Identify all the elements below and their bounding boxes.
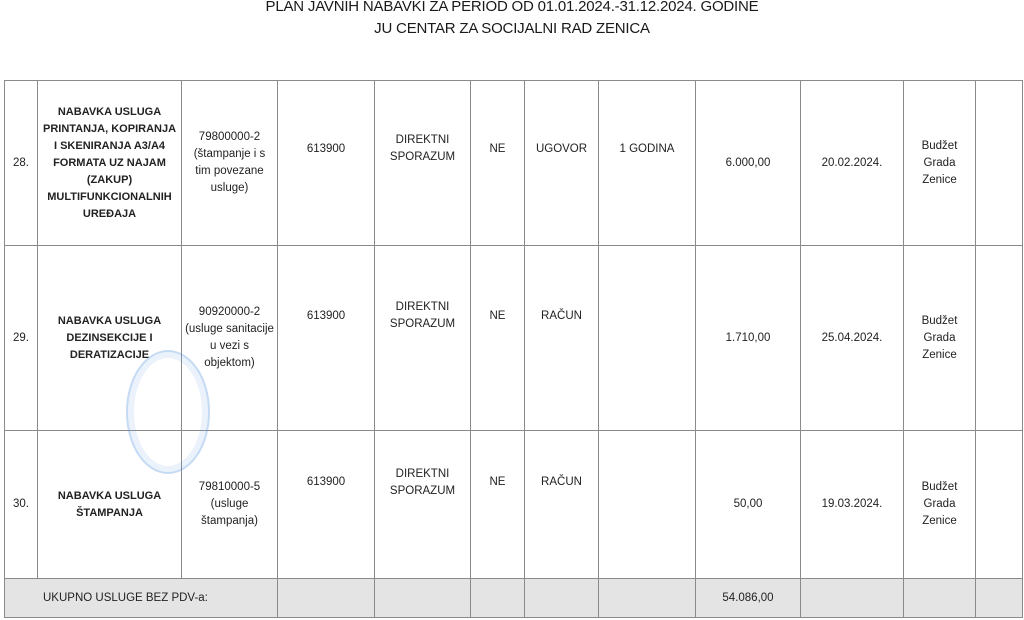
empty-cell <box>471 579 525 618</box>
account-code-cell <box>278 246 375 431</box>
row-number-cell <box>5 81 38 246</box>
date-cell <box>801 246 904 431</box>
empty-cell <box>976 431 1023 579</box>
total-amount: 54.086,00 <box>696 579 801 618</box>
empty-cell <box>599 579 696 618</box>
funding-source-cell <box>904 431 976 579</box>
empty-cell <box>525 579 599 618</box>
document-subtitle: JU CENTAR ZA SOCIJALNI RAD ZENICA <box>374 20 650 37</box>
funding-source: Budžet Grada Zenice <box>921 481 958 527</box>
total-label: UKUPNO USLUGE BEZ PDV-a: <box>5 579 278 618</box>
empty-cell <box>375 579 471 618</box>
description: NABAVKA USLUGA DEZINSEKCIJE I DERATIZACIJE <box>57 314 162 361</box>
amount: 6.000,00 <box>725 156 771 169</box>
procedure-type: DIREKTNI SPORAZUM <box>389 301 456 330</box>
funding-source: Budžet Grada Zenice <box>921 139 958 186</box>
contract-type-cell <box>525 431 599 579</box>
contract-type: UGOVOR <box>535 142 588 155</box>
procedure-type: DIREKTNI SPORAZUM <box>389 467 456 497</box>
procurement-table <box>4 80 1023 618</box>
flag: NE <box>489 309 506 322</box>
funding-source-cell <box>904 81 976 246</box>
empty-cell <box>976 579 1023 618</box>
procedure-type-cell <box>375 246 471 431</box>
contract-type-cell <box>525 81 599 246</box>
funding-source: Budžet Grada Zenice <box>921 314 958 361</box>
contract-type: RAČUN <box>541 309 582 322</box>
duration-cell <box>599 81 696 246</box>
row-number: 28. <box>13 156 29 169</box>
empty-cell <box>976 81 1023 246</box>
contract-type-cell <box>525 246 599 431</box>
flag: NE <box>489 476 506 488</box>
date: 19.03.2024. <box>821 498 883 510</box>
funding-source-cell <box>904 246 976 431</box>
description-cell <box>38 81 182 246</box>
date: 25.04.2024. <box>821 331 883 344</box>
procedure-type-cell <box>375 81 471 246</box>
date-cell <box>801 81 904 246</box>
row-number-cell <box>5 431 38 579</box>
date-cell <box>801 431 904 579</box>
cpv-code-cell <box>182 81 278 246</box>
cpv-code: 90920000-2 (usluge sanitacije u vezi s objektom) <box>185 306 274 369</box>
flag-cell <box>471 246 525 431</box>
amount-cell <box>696 431 801 579</box>
row-number: 30. <box>13 498 29 510</box>
procedure-type-cell <box>375 431 471 579</box>
amount: 1.710,00 <box>725 331 771 344</box>
flag-cell <box>471 431 525 579</box>
document-title: PLAN JAVNIH NABAVKI ZA PERIOD OD 01.01.2024.-31.12.2024. GODINE <box>265 0 759 15</box>
empty-cell <box>976 246 1023 431</box>
amount-cell <box>696 246 801 431</box>
empty-cell <box>278 579 375 618</box>
account-code: 613900 <box>306 309 346 322</box>
flag-cell <box>471 81 525 246</box>
account-code-cell <box>278 431 375 579</box>
row-number: 29. <box>13 331 29 344</box>
description: NABAVKA USLUGA ŠTAMPANJA <box>57 489 162 519</box>
empty-cell <box>904 579 976 618</box>
flag: NE <box>489 142 506 155</box>
date: 20.02.2024. <box>821 156 883 169</box>
amount: 50,00 <box>733 498 763 510</box>
contract-type: RAČUN <box>541 476 582 488</box>
empty-cell <box>801 579 904 618</box>
total-row <box>5 579 1023 618</box>
duration-cell <box>599 246 696 431</box>
account-code: 613900 <box>306 476 346 488</box>
description: NABAVKA USLUGA PRINTANJA, KOPIRANJA I SKENIRANJA A3/A4 FORMATA UZ NAJAM (ZAKUP) MULTIFUNKCIONALNIH UREĐAJA <box>42 105 177 220</box>
duration-cell <box>599 431 696 579</box>
official-stamp <box>126 350 210 474</box>
row-number-cell <box>5 246 38 431</box>
table-row <box>5 81 1023 246</box>
cpv-code: 79810000-5 (usluge štampanja) <box>198 481 261 527</box>
procedure-type: DIREKTNI SPORAZUM <box>389 134 456 163</box>
account-code-cell <box>278 81 375 246</box>
account-code: 613900 <box>306 142 346 155</box>
duration: 1 GODINA <box>619 142 675 155</box>
cpv-code: 79800000-2 (štampanje i s tim povezane usluge) <box>193 131 266 194</box>
amount-cell <box>696 81 801 246</box>
